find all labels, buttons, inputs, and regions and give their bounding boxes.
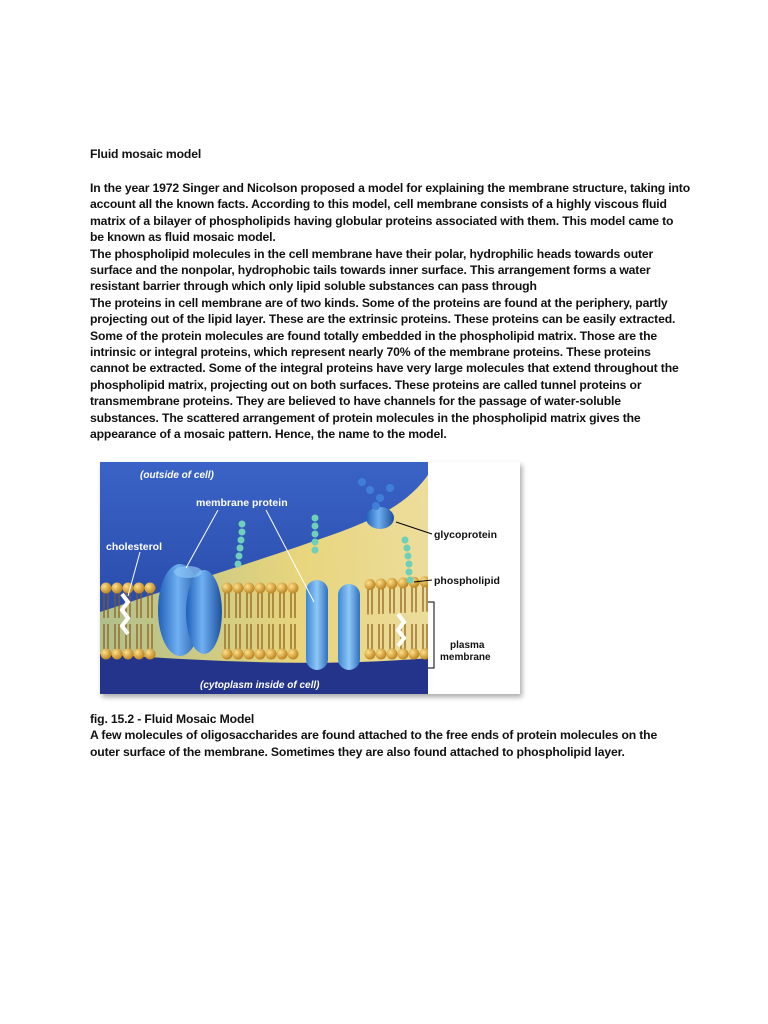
lipid-head [266, 583, 277, 594]
lipid-head [255, 583, 266, 594]
lipid-head [365, 649, 376, 660]
figure-caption: fig. 15.2 - Fluid Mosaic Model [90, 712, 255, 726]
document-body [90, 180, 690, 443]
lipid-head [398, 649, 409, 660]
lipid-head [277, 583, 288, 594]
title-text: Fluid mosaic model [90, 147, 202, 161]
lipid-head [123, 583, 134, 594]
paragraph-1: In the year 1972 Singer and Nicolson proposed a model for explaining the membrane structure, taking into account all the known facts. According to this model, cell membrane consists of a highly viscous fluid matrix of a bilayer of phospholipids having globular proteins associated with them. This model came to be known as fluid mosaic model. [90, 181, 691, 245]
label-cholesterol: cholesterol [106, 541, 163, 553]
transmembrane-protein [158, 564, 222, 656]
lipid-head [101, 649, 112, 660]
label-plasma: plasma [450, 640, 485, 651]
paragraph-3: The proteins in cell membrane are of two kinds. Some of the proteins are found at the periphery, partly projecting out of the lipid layer. These are the extrinsic proteins. These proteins can be easily extracted. Some of the protein molecules are found totally embedded in the phospholipid matrix. Those are the intrinsic or integral proteins, which represent nearly 70% of the membrane proteins. These proteins cannot be extracted. Some of the integral proteins have very large molecules that extend throughout the phospholipid matrix, projecting out on both surfaces. These proteins are called tunnel proteins or transmembrane proteins. They are believed to have channels for the passage of water-soluble substances. The scattered arrangement of protein molecules in the phospholipid matrix gives the appearance of a mosaic pattern. Hence, the name to the model. [90, 295, 679, 442]
membrane-diagram [100, 462, 520, 694]
label-membrane-protein: membrane protein [196, 497, 288, 509]
lipid-head [112, 649, 123, 660]
lipid-head [134, 583, 145, 594]
lipid-head [222, 583, 233, 594]
lipid-head [376, 578, 387, 589]
lipid-head [365, 579, 376, 590]
document-title [90, 146, 690, 162]
figure-caption-block [90, 711, 690, 760]
lipid-head [387, 649, 398, 660]
lipid-head [101, 583, 112, 594]
lipid-head [233, 583, 244, 594]
lipid-head [255, 649, 266, 660]
lipid-head [266, 649, 277, 660]
lipid-head [145, 649, 156, 660]
closing-paragraph: A few molecules of oligosaccharides are found attached to the free ends of protein molecules on the outer surface of the membrane. Sometimes they are also found attached to phospholipid layer. [90, 728, 658, 759]
lipid-head [409, 649, 420, 660]
paragraph-2: The phospholipid molecules in the cell membrane have their polar, hydrophilic heads towards outer surface and the nonpolar, hydrophobic tails towards inner surface. This arrangement forms a water resistant barrier through which only lipid soluble substances can pass through [90, 246, 654, 294]
lipid-head [134, 649, 145, 660]
label-glycoprotein: glycoprotein [434, 529, 498, 541]
label-membrane: membrane [440, 652, 491, 663]
label-cytoplasm: (cytoplasm inside of cell) [200, 680, 320, 691]
fluid-mosaic-figure [100, 462, 520, 694]
lipid-head [233, 649, 244, 660]
lipid-head [112, 583, 123, 594]
lipid-head [244, 583, 255, 594]
lipid-head [376, 649, 387, 660]
lipid-head [145, 583, 156, 594]
label-phospholipid: phospholipid [434, 575, 500, 587]
lipid-head [244, 649, 255, 660]
lipid-head [288, 583, 299, 594]
lipid-head [123, 649, 134, 660]
lipid-head [288, 649, 299, 660]
lipid-head [222, 649, 233, 660]
label-outside-cell: (outside of cell) [140, 470, 214, 481]
lipid-head [387, 578, 398, 589]
lipid-head [277, 649, 288, 660]
